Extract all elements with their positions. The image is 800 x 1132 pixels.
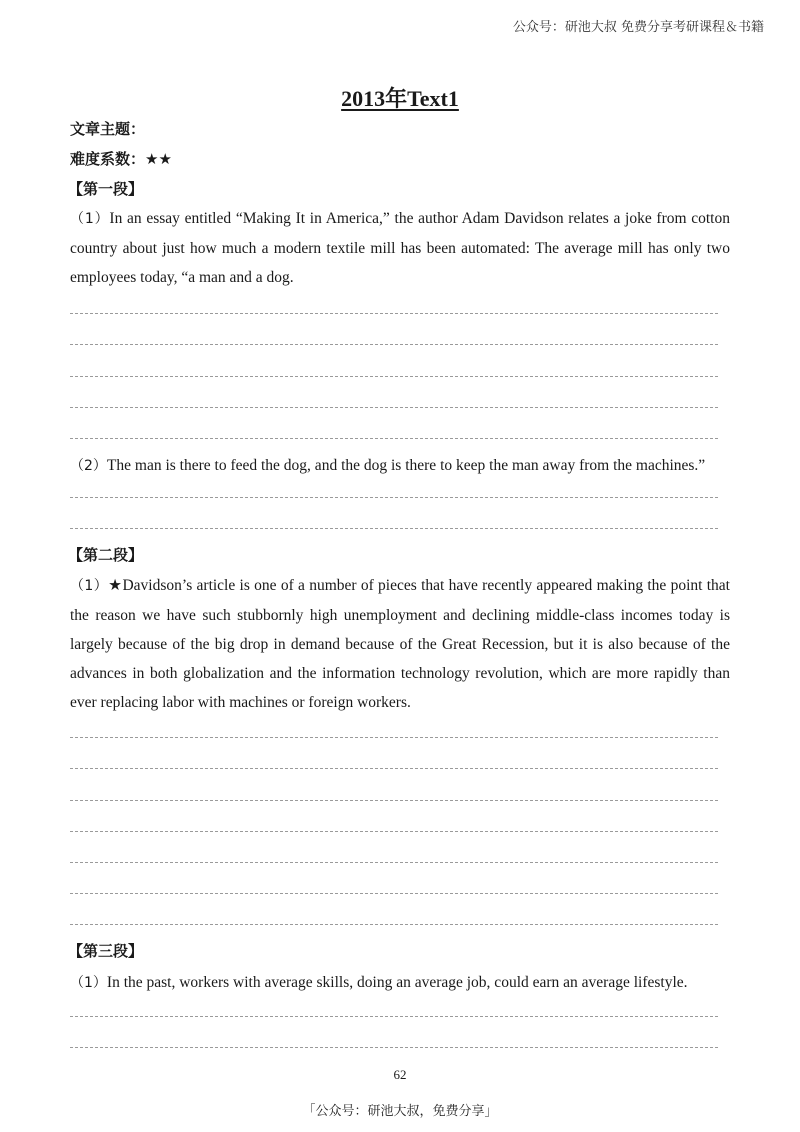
theme-label: 文章主题： [70, 120, 146, 138]
answer-line [70, 376, 718, 377]
paragraph-text: ★Davidson’s article is one of a number of pieces that have recently appeared making the point that the reason we have such stubbornly high unemployment and declining middle-class incomes today is largely because of the big drop in demand because of the Great Recession, but it is also because of the advances in both globalization and the information technology revolution, which are more rapidly than ever replacing labor with machines or foreign workers. [70, 577, 730, 711]
answer-line [70, 831, 718, 832]
answer-line [70, 1016, 718, 1017]
paragraph-text: In the past, workers with average skills, doing an average job, could earn an average lifestyle. [106, 974, 688, 991]
footer-note: 「公众号：研池大叔，免费分享」 [302, 1104, 498, 1119]
answer-line [70, 800, 718, 801]
difficulty-label: 难度系数： [70, 150, 146, 168]
answer-line [70, 893, 718, 894]
answer-line [70, 497, 718, 498]
answer-line [70, 528, 718, 529]
header-note: 公众号：研池大叔 免费分享考研课程＆书籍 [512, 20, 764, 35]
section-heading-1: 【第一段】 [68, 180, 144, 198]
answer-line [70, 313, 718, 314]
paragraph-number: （1） [70, 975, 107, 991]
page-title: 2013年Text1 [341, 86, 459, 111]
answer-line [70, 924, 718, 925]
answer-line [70, 768, 718, 769]
answer-line [70, 344, 718, 345]
answer-line [70, 737, 718, 738]
paragraph-1-2 [70, 451, 730, 481]
answer-line [70, 1047, 718, 1048]
section-heading-3: 【第三段】 [68, 942, 144, 960]
paragraph-number: （2） [70, 458, 107, 474]
page-number: 62 [393, 1067, 407, 1082]
paragraph-2-1 [70, 571, 730, 717]
answer-line [70, 862, 718, 863]
paragraph-3-1 [70, 968, 730, 998]
paragraph-text: The man is there to feed the dog, and the dog is there to keep the man away from the machines.” [106, 457, 706, 474]
difficulty-stars: ★★ [145, 150, 172, 168]
section-heading-2: 【第二段】 [68, 546, 144, 564]
paragraph-number: （1） [70, 578, 109, 594]
answer-line [70, 407, 718, 408]
paragraph-1-1 [70, 204, 730, 292]
difficulty-row [70, 148, 172, 169]
paragraph-text: In an essay entitled “Making It in America,” the author Adam Davidson relates a joke from cotton country about just how much a modern textile mill has been automated: The average mill has only two employees today, “a man and a dog. [70, 210, 730, 286]
paragraph-number: （1） [70, 211, 110, 227]
answer-line [70, 438, 718, 439]
